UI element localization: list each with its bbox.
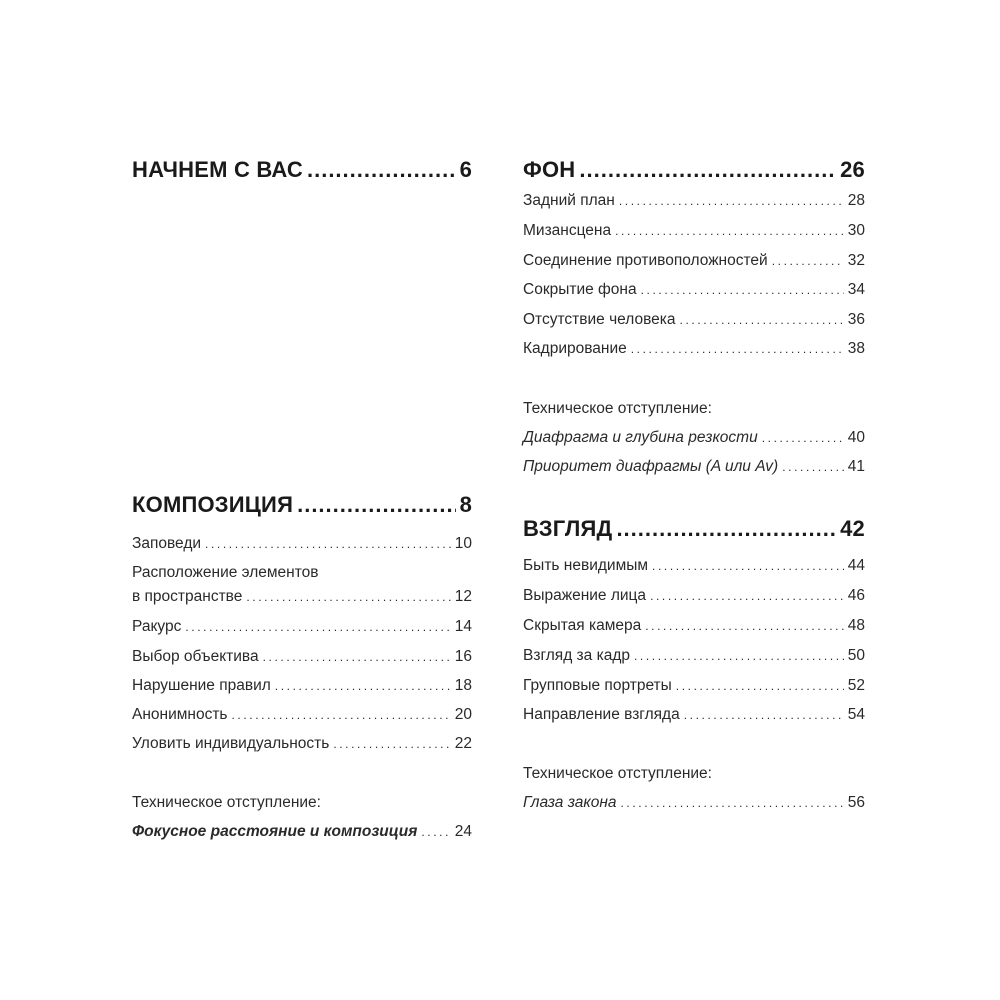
dot-leader [652,559,844,573]
entry-title: Ракурс [132,618,182,635]
entry-title: Выбор объектива [132,648,259,665]
entry-page: 56 [847,794,865,811]
dot-leader [631,342,844,356]
entry-page: 50 [847,647,865,664]
entry-title: Глаза закона [523,794,617,811]
entry-title: в пространстве [132,588,243,605]
toc-entry[interactable] [523,192,865,210]
toc-entry[interactable] [132,618,472,636]
toc-entry[interactable] [132,677,472,695]
entry-title: Фокусное расстояние и композиция [132,823,418,840]
tech-digression-label: Техническое отступление: [132,794,321,811]
toc-entry[interactable] [523,706,865,724]
entry-title: Кадрирование [523,340,627,357]
toc-entry[interactable] [523,617,865,635]
entry-page: 32 [847,252,865,269]
entry-page: 12 [454,588,472,605]
entry-page: 52 [847,677,865,694]
entry-page: 16 [454,648,472,665]
entry-page: 34 [847,281,865,298]
dot-leader [333,737,450,751]
entry-title: Диафрагма и глубина резкости [523,429,758,446]
entry-title: Нарушение правил [132,677,271,694]
dot-leader [650,589,844,603]
dot-leader [772,254,844,268]
entry-title: Заповеди [132,535,202,552]
entry-page: 41 [847,458,865,475]
entry-title: Уловить индивидуальность [132,735,330,752]
dot-leader [263,650,451,664]
entry-title: Направление взгляда [523,706,680,723]
dot-leader [185,620,450,634]
entry-page: 22 [454,735,472,752]
toc-tech-entry[interactable] [523,794,865,812]
entry-page: 10 [454,535,472,552]
toc-entry[interactable] [523,587,865,605]
dot-leader [782,460,844,474]
entry-page: 28 [847,192,865,209]
entry-page: 54 [847,706,865,723]
entry-page: 20 [454,706,472,723]
heading-page: 6 [459,157,472,182]
heading-title: НАЧНЕМ С ВАС [132,157,303,182]
heading-title: ФОН [523,157,576,182]
heading-title: КОМПОЗИЦИЯ [132,492,294,517]
dot-leader [615,224,844,238]
toc-entry[interactable] [523,222,865,240]
toc-entry-line1[interactable]: Расположение элементов [132,564,319,581]
toc-tech-entry[interactable] [523,458,865,476]
toc-entry[interactable] [523,677,865,695]
entry-title: Приоритет диафрагмы (A или Av) [523,458,779,475]
tech-digression-label: Техническое отступление: [523,400,712,417]
toc-entry[interactable] [523,340,865,358]
entry-title: Задний план [523,192,615,209]
entry-page: 14 [454,618,472,635]
entry-title: Отсутствие человека [523,311,676,328]
dot-leader [297,492,455,518]
entry-page: 38 [847,340,865,357]
entry-title: Групповые портреты [523,677,672,694]
dot-leader [275,679,451,693]
dot-leader [620,796,843,810]
entry-title: Мизансцена [523,222,612,239]
toc-entry[interactable] [523,252,865,270]
entry-page: 40 [847,429,865,446]
toc-heading-composition[interactable] [132,492,472,518]
dot-leader [641,283,844,297]
dot-leader [676,679,844,693]
toc-tech-entry[interactable] [523,429,865,447]
toc-heading-background[interactable] [523,157,865,183]
entry-title: Сокрытие фона [523,281,637,298]
toc-entry[interactable] [132,588,472,606]
dot-leader [205,537,451,551]
dot-leader [634,649,844,663]
dot-leader [232,708,451,722]
toc-entry[interactable] [523,557,865,575]
entry-page: 36 [847,311,865,328]
heading-page: 8 [459,492,472,517]
toc-heading-intro[interactable] [132,157,472,183]
dot-leader [579,157,836,183]
toc-entry[interactable] [132,735,472,753]
dot-leader [684,708,844,722]
entry-title: Соединение противоположностей [523,252,768,269]
dot-leader [616,516,836,542]
toc-entry[interactable] [523,647,865,665]
dot-leader [645,619,844,633]
toc-entry[interactable] [523,281,865,299]
entry-title: Взгляд за кадр [523,647,630,664]
heading-page: 26 [840,157,865,182]
dot-leader [421,825,450,839]
entry-page: 48 [847,617,865,634]
entry-page: 44 [847,557,865,574]
heading-page: 42 [840,516,865,541]
dot-leader [246,590,450,604]
toc-entry[interactable] [523,311,865,329]
entry-page: 30 [847,222,865,239]
toc-entry[interactable] [132,648,472,666]
toc-heading-gaze[interactable] [523,516,865,542]
entry-page: 46 [847,587,865,604]
heading-title: ВЗГЛЯД [523,516,613,541]
dot-leader [619,194,844,208]
dot-leader [680,313,844,327]
toc-tech-entry[interactable] [132,823,472,841]
toc-entry[interactable] [132,535,472,553]
entry-title: Выражение лица [523,587,647,604]
entry-title: Скрытая камера [523,617,642,634]
toc-entry[interactable] [132,706,472,724]
dot-leader [307,157,456,183]
tech-digression-label: Техническое отступление: [523,765,712,782]
entry-title: Быть невидимым [523,557,649,574]
dot-leader [762,431,844,445]
entry-page: 18 [454,677,472,694]
entry-title: Анонимность [132,706,228,723]
entry-page: 24 [454,823,472,840]
